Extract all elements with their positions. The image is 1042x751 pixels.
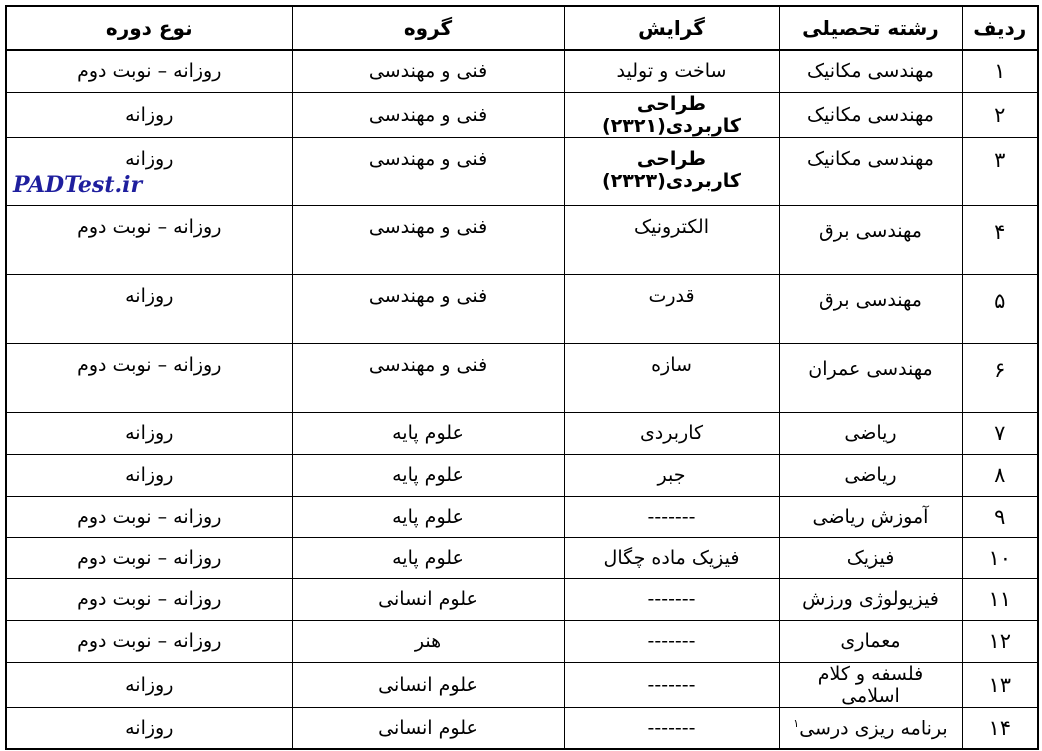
programs-table-container [5,5,1037,750]
course-type-cell [6,137,292,205]
course-type-cell: روزانه – نوبت دوم [6,205,292,274]
header-group: گروه [292,6,564,50]
field-cell: مهندسی برق [779,205,962,274]
field-text: برنامه ریزی درسی [799,716,948,739]
field-cell: مهندسی عمران [779,343,962,412]
row-number: ۱۰ [962,537,1038,578]
course-type-text: روزانه [125,147,174,170]
field-cell: فیزیولوژی ورزش [779,578,962,620]
table-row [6,662,1038,707]
group-cell: علوم پایه [292,496,564,537]
course-type-cell: روزانه [6,92,292,137]
specialization-cell: ------- [564,578,779,620]
row-number: ۱۴ [962,707,1038,749]
specialization-cell: طراحی کاربردی(۲۳۲۳) [564,137,779,205]
field-cell: مهندسی مکانیک [779,50,962,92]
row-number: ۱۳ [962,662,1038,707]
specialization-cell: جبر [564,454,779,496]
group-cell: علوم انسانی [292,707,564,749]
specialization-cell: فیزیک ماده چگال [564,537,779,578]
group-cell: هنر [292,620,564,662]
row-number: ۸ [962,454,1038,496]
field-cell [779,707,962,749]
field-cell: فلسفه و کلام اسلامی [779,662,962,707]
row-number: ۱۲ [962,620,1038,662]
group-cell: علوم پایه [292,412,564,454]
specialization-cell: ------- [564,496,779,537]
header-field: رشته تحصیلی [779,6,962,50]
field-cell: مهندسی مکانیک [779,92,962,137]
row-number: ۱۱ [962,578,1038,620]
course-type-cell: روزانه – نوبت دوم [6,343,292,412]
table-row [6,454,1038,496]
field-cell: آموزش ریاضی [779,496,962,537]
course-type-cell: روزانه – نوبت دوم [6,578,292,620]
table-row [6,707,1038,749]
course-type-cell: روزانه [6,454,292,496]
group-cell: علوم پایه [292,537,564,578]
course-type-cell: روزانه – نوبت دوم [6,537,292,578]
course-type-cell: روزانه [6,274,292,343]
field-cell: ریاضی [779,454,962,496]
header-course-type: نوع دوره [6,6,292,50]
table-row [6,205,1038,274]
table-row [6,50,1038,92]
specialization-cell: ------- [564,662,779,707]
table-row [6,578,1038,620]
specialization-cell: ساخت و تولید [564,50,779,92]
row-number: ۳ [962,137,1038,205]
specialization-cell: ------- [564,707,779,749]
table-row [6,537,1038,578]
group-cell: فنی و مهندسی [292,343,564,412]
course-type-cell: روزانه – نوبت دوم [6,50,292,92]
row-number: ۲ [962,92,1038,137]
specialization-cell: قدرت [564,274,779,343]
programs-table [5,5,1039,750]
specialization-cell: طراحی کاربردی(۲۳۲۱) [564,92,779,137]
table-row [6,412,1038,454]
group-cell: فنی و مهندسی [292,205,564,274]
table-row [6,496,1038,537]
group-cell: علوم انسانی [292,662,564,707]
group-cell: فنی و مهندسی [292,50,564,92]
group-cell: فنی و مهندسی [292,137,564,205]
specialization-cell: سازه [564,343,779,412]
table-row [6,274,1038,343]
row-number: ۹ [962,496,1038,537]
specialization-cell: کاربردی [564,412,779,454]
table-row [6,343,1038,412]
row-number: ۶ [962,343,1038,412]
row-number: ۷ [962,412,1038,454]
table-row [6,92,1038,137]
row-number: ۴ [962,205,1038,274]
table-row [6,620,1038,662]
course-type-cell: روزانه [6,412,292,454]
course-type-cell: روزانه [6,707,292,749]
field-cell: فیزیک [779,537,962,578]
specialization-cell: الکترونیک [564,205,779,274]
header-row-number: ردیف [962,6,1038,50]
group-cell: علوم پایه [292,454,564,496]
row-number: ۱ [962,50,1038,92]
course-type-cell: روزانه – نوبت دوم [6,620,292,662]
specialization-cell: ------- [564,620,779,662]
course-type-cell: روزانه – نوبت دوم [6,496,292,537]
header-specialization: گرایش [564,6,779,50]
watermark-text: PADTest.ir [13,171,143,198]
course-type-cell: روزانه [6,662,292,707]
row-number: ۵ [962,274,1038,343]
field-cell: ریاضی [779,412,962,454]
table-row [6,137,1038,205]
group-cell: فنی و مهندسی [292,274,564,343]
footnote-marker: ۱ [793,716,800,730]
field-cell: مهندسی برق [779,274,962,343]
header-row [6,6,1038,50]
group-cell: فنی و مهندسی [292,92,564,137]
group-cell: علوم انسانی [292,578,564,620]
field-cell: مهندسی مکانیک [779,137,962,205]
field-cell: معماری [779,620,962,662]
